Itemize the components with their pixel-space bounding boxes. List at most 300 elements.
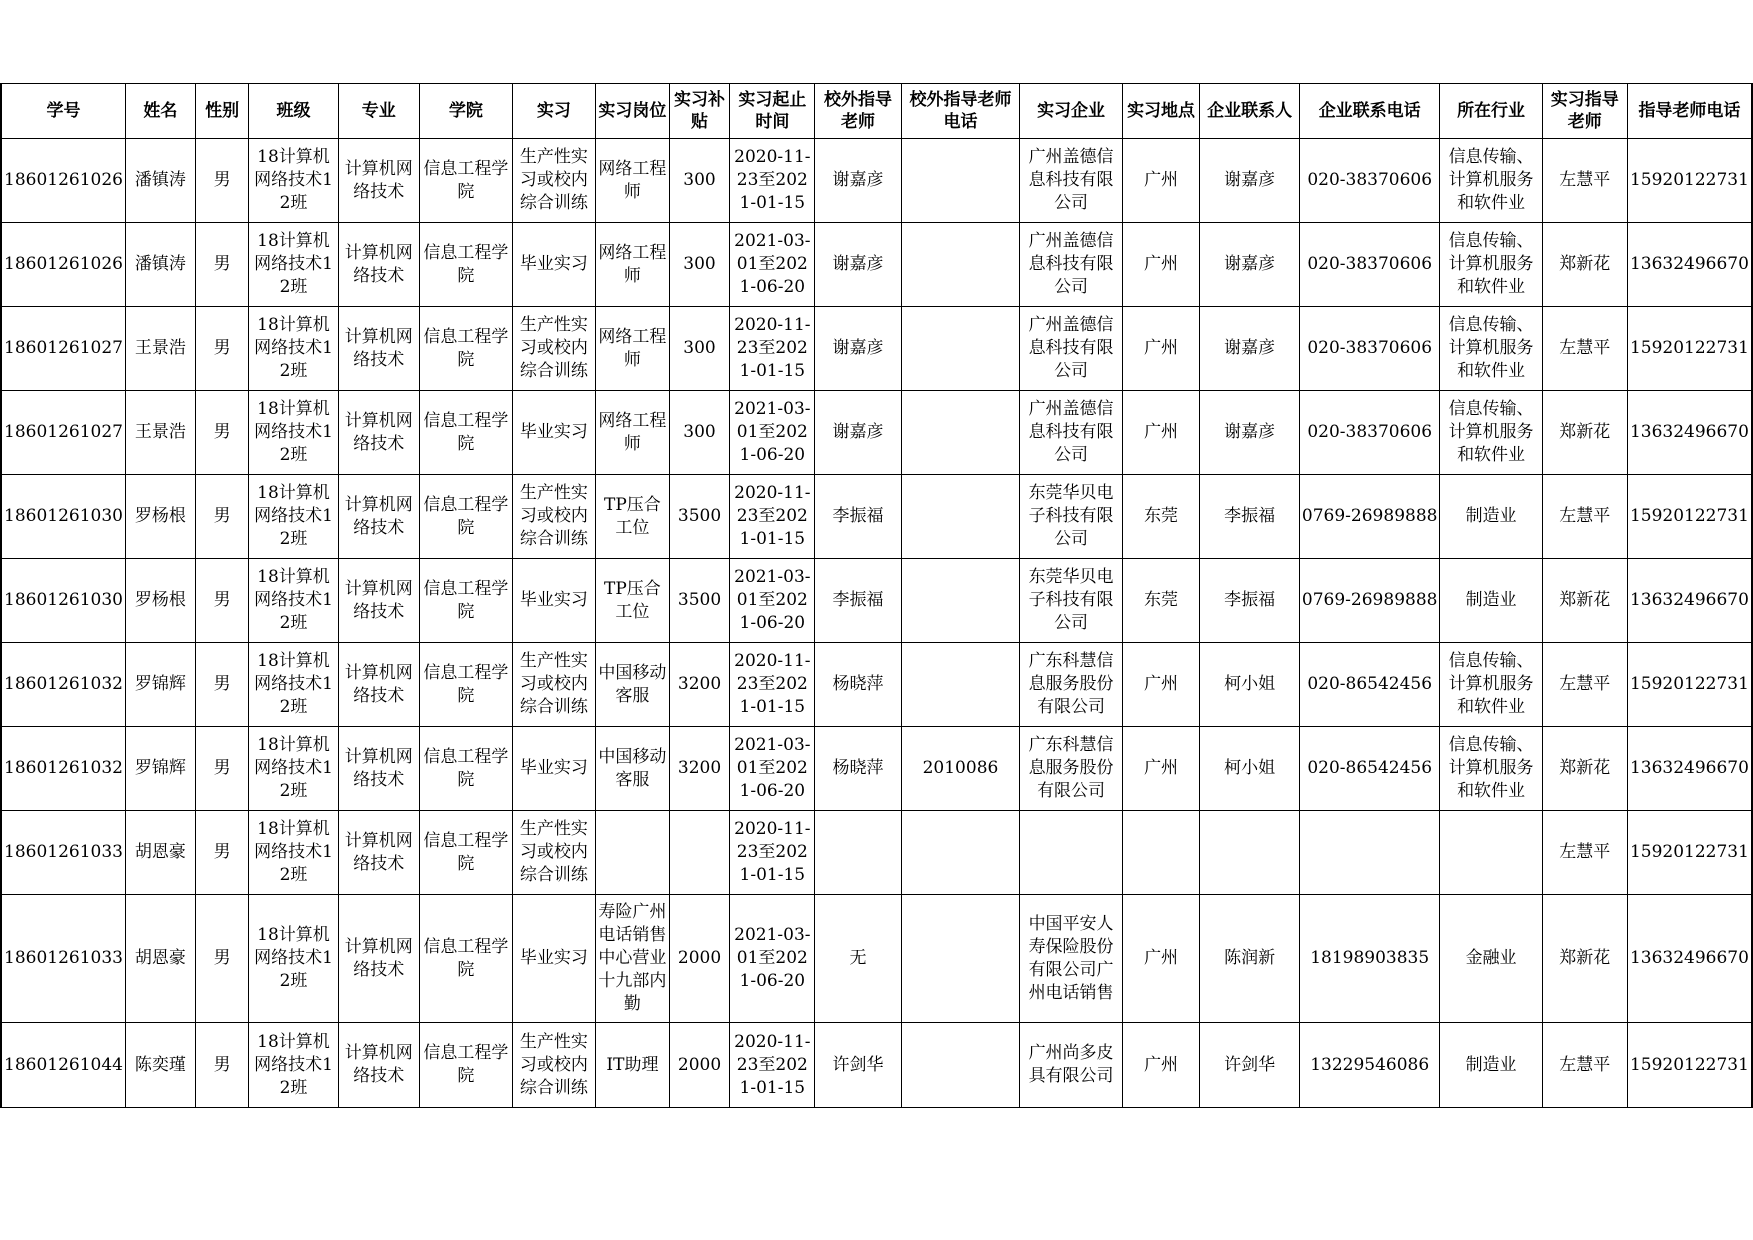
table-cell xyxy=(1299,643,1440,727)
table-cell xyxy=(195,139,249,223)
table-cell xyxy=(1,139,125,223)
table-cell xyxy=(1299,223,1440,307)
table-cell xyxy=(1020,391,1122,475)
table-cell xyxy=(125,139,195,223)
cell-text: 15920122731 xyxy=(1629,842,1749,862)
header-cell: 校外指导老师 xyxy=(815,84,901,139)
table-cell xyxy=(815,475,901,559)
table-cell xyxy=(1020,811,1122,895)
table-cell xyxy=(1200,643,1300,727)
cell-text: 信息传输、计算机服务和软件业 xyxy=(1448,231,1534,297)
table-row xyxy=(1,559,1752,643)
table-cell xyxy=(1122,391,1200,475)
table-cell xyxy=(596,391,670,475)
cell-text: 计算机网络技术 xyxy=(344,830,413,874)
table-cell xyxy=(1627,1023,1752,1108)
cell-text: 生产性实习或校内综合训练 xyxy=(519,147,588,213)
table-cell xyxy=(669,727,729,811)
cell-text: 制造业 xyxy=(1465,1054,1517,1075)
table-cell xyxy=(669,223,729,307)
cell-text: 无 xyxy=(849,948,867,968)
table-cell xyxy=(338,307,419,391)
table-cell xyxy=(596,559,670,643)
table-cell xyxy=(669,139,729,223)
cell-text: 18601261032 xyxy=(4,758,123,778)
table-cell xyxy=(1299,1023,1440,1108)
table-cell xyxy=(1627,727,1752,811)
cell-text: 18601261032 xyxy=(4,674,123,694)
table-cell xyxy=(1440,223,1542,307)
cell-text: 2021-03-01至2021-06-20 xyxy=(734,925,811,991)
cell-text: 15920122731 xyxy=(1629,170,1749,190)
cell-text: 18计算机网络技术12班 xyxy=(254,1031,333,1098)
cell-text: 信息工程学院 xyxy=(423,578,509,622)
table-cell xyxy=(512,307,595,391)
cell-text: 0769-26989888 xyxy=(1301,590,1438,610)
table-cell xyxy=(815,139,901,223)
header-cell: 企业联系电话 xyxy=(1299,84,1440,139)
table-cell xyxy=(1440,727,1542,811)
cell-text: 信息工程学院 xyxy=(423,494,509,538)
header-cell: 学号 xyxy=(1,84,125,139)
cell-text: 2021-03-01至2021-06-20 xyxy=(734,231,811,297)
table-cell xyxy=(1020,895,1122,1023)
cell-text: 计算机网络技术 xyxy=(344,410,413,454)
table-cell xyxy=(596,811,670,895)
table-cell xyxy=(1440,559,1542,643)
table-cell xyxy=(815,895,901,1023)
cell-text: 男 xyxy=(213,422,231,442)
cell-text: 15920122731 xyxy=(1629,1054,1749,1075)
table-cell xyxy=(730,895,815,1023)
table-cell xyxy=(419,643,512,727)
cell-text: 生产性实习或校内综合训练 xyxy=(519,819,588,885)
table-cell xyxy=(125,811,195,895)
table-cell xyxy=(1200,895,1300,1023)
cell-text: 广州 xyxy=(1144,170,1179,190)
table-cell xyxy=(195,307,249,391)
table-cell xyxy=(419,223,512,307)
table-cell xyxy=(1440,391,1542,475)
cell-text: 信息工程学院 xyxy=(423,242,509,286)
cell-text: 谢嘉彦 xyxy=(832,338,884,358)
table-cell xyxy=(730,475,815,559)
table-cell xyxy=(1020,139,1122,223)
cell-text: 毕业实习 xyxy=(519,758,588,778)
cell-text: 广州盖德信息科技有限公司 xyxy=(1028,399,1114,465)
cell-text: 18601261044 xyxy=(4,1054,123,1075)
cell-text: 男 xyxy=(213,590,231,610)
table-cell xyxy=(419,811,512,895)
cell-text: 陈奕瑾 xyxy=(134,1054,186,1075)
cell-text: 郑新花 xyxy=(1559,590,1611,610)
table-cell xyxy=(1542,139,1627,223)
cell-text: 胡恩豪 xyxy=(134,948,186,968)
cell-text: 0769-26989888 xyxy=(1301,506,1438,526)
table-cell xyxy=(512,895,595,1023)
cell-text: 18计算机网络技术12班 xyxy=(254,231,333,297)
cell-text: 潘镇涛 xyxy=(134,170,186,190)
table-cell xyxy=(1627,643,1752,727)
cell-text: 信息工程学院 xyxy=(423,746,509,790)
table-cell xyxy=(730,139,815,223)
table-cell xyxy=(1627,139,1752,223)
table-cell xyxy=(1542,895,1627,1023)
cell-text: 18计算机网络技术12班 xyxy=(254,147,333,213)
table-cell xyxy=(125,391,195,475)
cell-text: 左慧平 xyxy=(1559,338,1611,358)
table-cell xyxy=(1299,895,1440,1023)
table-cell xyxy=(512,811,595,895)
cell-text: 13632496670 xyxy=(1629,948,1749,968)
table-cell xyxy=(1,223,125,307)
table-row xyxy=(1,391,1752,475)
cell-text: 020-86542456 xyxy=(1307,758,1433,778)
table-cell xyxy=(1542,307,1627,391)
cell-text: 13632496670 xyxy=(1629,422,1749,442)
cell-text: 3200 xyxy=(677,758,722,778)
table-cell xyxy=(1,559,125,643)
header-cell: 实习指导老师 xyxy=(1542,84,1627,139)
cell-text: 制造业 xyxy=(1465,590,1517,610)
cell-text: 广州 xyxy=(1144,422,1179,442)
table-cell xyxy=(1,895,125,1023)
table-cell xyxy=(1299,475,1440,559)
cell-text: 许剑华 xyxy=(1224,1054,1276,1075)
cell-text: 信息工程学院 xyxy=(423,936,509,980)
cell-text: 男 xyxy=(213,842,231,862)
table-row xyxy=(1,1023,1752,1108)
cell-text: 300 xyxy=(683,170,716,190)
cell-text: 18计算机网络技术12班 xyxy=(254,735,333,801)
cell-text: 020-38370606 xyxy=(1307,338,1433,358)
table-cell xyxy=(596,475,670,559)
table-cell xyxy=(1122,139,1200,223)
cell-text: 男 xyxy=(213,338,231,358)
cell-text: 男 xyxy=(213,948,231,968)
table-cell xyxy=(1020,727,1122,811)
cell-text: 2021-03-01至2021-06-20 xyxy=(734,399,811,465)
internship-table xyxy=(0,83,1753,1108)
table-cell xyxy=(596,139,670,223)
table-cell xyxy=(815,307,901,391)
cell-text: 信息传输、计算机服务和软件业 xyxy=(1448,735,1534,801)
table-cell xyxy=(596,895,670,1023)
table-cell xyxy=(901,391,1020,475)
cell-text: 020-38370606 xyxy=(1307,254,1433,274)
table-cell xyxy=(1200,811,1300,895)
table-cell xyxy=(1200,139,1300,223)
table-row xyxy=(1,475,1752,559)
cell-text: 广州 xyxy=(1144,674,1179,694)
table-row xyxy=(1,895,1752,1023)
header-cell: 学院 xyxy=(419,84,512,139)
cell-text: 18601261030 xyxy=(4,506,123,526)
table-cell xyxy=(249,811,338,895)
table-cell xyxy=(512,1023,595,1108)
cell-text: 18601261027 xyxy=(4,422,123,442)
header-cell: 姓名 xyxy=(125,84,195,139)
table-cell xyxy=(1020,643,1122,727)
cell-text: 毕业实习 xyxy=(519,254,588,274)
cell-text: 胡恩豪 xyxy=(134,842,186,862)
cell-text: 左慧平 xyxy=(1559,1054,1611,1075)
table-cell xyxy=(1542,559,1627,643)
cell-text: 广东科慧信息服务股份有限公司 xyxy=(1028,735,1114,801)
table-cell xyxy=(596,727,670,811)
cell-text: 左慧平 xyxy=(1559,674,1611,694)
table-cell xyxy=(125,727,195,811)
cell-text: 020-38370606 xyxy=(1307,170,1433,190)
table-cell xyxy=(730,1023,815,1108)
cell-text: 男 xyxy=(213,254,231,274)
cell-text: 18计算机网络技术12班 xyxy=(254,483,333,549)
table-cell xyxy=(1542,223,1627,307)
cell-text: 2020-11-23至2021-01-15 xyxy=(734,651,811,717)
table-cell xyxy=(815,727,901,811)
table-cell xyxy=(1200,1023,1300,1108)
table-cell xyxy=(1122,895,1200,1023)
header-cell: 班级 xyxy=(249,84,338,139)
table-cell xyxy=(1200,475,1300,559)
cell-text: TP压合工位 xyxy=(604,494,661,538)
table-cell xyxy=(596,1023,670,1108)
table-cell xyxy=(1627,559,1752,643)
cell-text: 18601261030 xyxy=(4,590,123,610)
table-cell xyxy=(1200,727,1300,811)
table-cell xyxy=(1299,559,1440,643)
table-cell xyxy=(1,475,125,559)
table-cell xyxy=(1299,307,1440,391)
table-cell xyxy=(338,391,419,475)
table-cell xyxy=(901,475,1020,559)
cell-text: 广州 xyxy=(1144,1054,1179,1075)
table-cell xyxy=(1122,223,1200,307)
table-cell xyxy=(730,391,815,475)
header-cell: 实习起止时间 xyxy=(730,84,815,139)
header-cell: 校外指导老师电话 xyxy=(901,84,1020,139)
table-cell xyxy=(1440,1023,1542,1108)
table-cell xyxy=(901,1023,1020,1108)
cell-text: 18计算机网络技术12班 xyxy=(254,925,333,991)
table-cell xyxy=(125,223,195,307)
cell-text: 网络工程师 xyxy=(598,326,667,370)
cell-text: 信息传输、计算机服务和软件业 xyxy=(1448,399,1534,465)
table-row xyxy=(1,223,1752,307)
cell-text: 13632496670 xyxy=(1629,758,1749,778)
cell-text: 生产性实习或校内综合训练 xyxy=(519,315,588,381)
table-cell xyxy=(730,811,815,895)
cell-text: 制造业 xyxy=(1465,506,1517,526)
table-cell xyxy=(249,1023,338,1108)
cell-text: 东莞 xyxy=(1144,506,1179,526)
table-cell xyxy=(338,1023,419,1108)
table-cell xyxy=(512,223,595,307)
table-body xyxy=(1,139,1752,1108)
cell-text: 计算机网络技术 xyxy=(344,158,413,202)
table-cell xyxy=(195,727,249,811)
table-row xyxy=(1,139,1752,223)
table-cell xyxy=(901,307,1020,391)
cell-text: 2020-11-23至2021-01-15 xyxy=(734,1031,811,1098)
cell-text: 18计算机网络技术12班 xyxy=(254,399,333,465)
table-cell xyxy=(419,391,512,475)
table-cell xyxy=(249,643,338,727)
cell-text: 18计算机网络技术12班 xyxy=(254,315,333,381)
table-cell xyxy=(730,643,815,727)
cell-text: 3500 xyxy=(677,506,722,526)
cell-text: 毕业实习 xyxy=(519,948,588,968)
cell-text: 许剑华 xyxy=(832,1054,884,1075)
cell-text: 罗锦辉 xyxy=(134,674,186,694)
cell-text: 18601261027 xyxy=(4,338,123,358)
cell-text: 男 xyxy=(213,1054,231,1075)
cell-text: 信息工程学院 xyxy=(423,158,509,202)
table-cell xyxy=(419,559,512,643)
table-cell xyxy=(419,139,512,223)
table-cell xyxy=(1,307,125,391)
cell-text: 杨晓萍 xyxy=(832,674,884,694)
table-cell xyxy=(901,895,1020,1023)
header-cell: 专业 xyxy=(338,84,419,139)
table-cell xyxy=(512,727,595,811)
table-cell xyxy=(249,895,338,1023)
table-cell xyxy=(730,307,815,391)
cell-text: 13632496670 xyxy=(1629,590,1749,610)
cell-text: 王景浩 xyxy=(134,338,186,358)
cell-text: 3200 xyxy=(677,674,722,694)
cell-text: 郑新花 xyxy=(1559,758,1611,778)
header-cell: 实习岗位 xyxy=(596,84,670,139)
table-cell xyxy=(1440,643,1542,727)
table-cell xyxy=(338,895,419,1023)
table-cell xyxy=(1627,223,1752,307)
cell-text: 男 xyxy=(213,170,231,190)
cell-text: 金融业 xyxy=(1465,948,1517,968)
cell-text: 18601261033 xyxy=(4,948,123,968)
cell-text: 18计算机网络技术12班 xyxy=(254,819,333,885)
cell-text: 谢嘉彦 xyxy=(832,170,884,190)
table-cell xyxy=(1542,643,1627,727)
table-cell xyxy=(195,223,249,307)
cell-text: 300 xyxy=(683,422,716,442)
table-cell xyxy=(1542,1023,1627,1108)
table-cell xyxy=(1122,811,1200,895)
table-cell xyxy=(1299,811,1440,895)
table-cell xyxy=(669,307,729,391)
table-cell xyxy=(1542,727,1627,811)
cell-text: 15920122731 xyxy=(1629,674,1749,694)
cell-text: 18计算机网络技术12班 xyxy=(254,651,333,717)
table-cell xyxy=(195,1023,249,1108)
header-cell: 实习企业 xyxy=(1020,84,1122,139)
cell-text: 广州盖德信息科技有限公司 xyxy=(1028,231,1114,297)
cell-text: 网络工程师 xyxy=(598,410,667,454)
cell-text: 男 xyxy=(213,674,231,694)
cell-text: 18计算机网络技术12班 xyxy=(254,567,333,633)
table-cell xyxy=(249,223,338,307)
table-cell xyxy=(1627,475,1752,559)
cell-text: 男 xyxy=(213,758,231,778)
table-cell xyxy=(669,643,729,727)
cell-text: 谢嘉彦 xyxy=(1224,422,1276,442)
table-row xyxy=(1,727,1752,811)
table-cell xyxy=(249,559,338,643)
cell-text: 中国平安人寿保险股份有限公司广州电话销售 xyxy=(1028,913,1114,1003)
table-cell xyxy=(512,559,595,643)
cell-text: 信息工程学院 xyxy=(423,1043,509,1086)
table-cell xyxy=(730,559,815,643)
table-cell xyxy=(1542,475,1627,559)
cell-text: 毕业实习 xyxy=(519,422,588,442)
table-cell xyxy=(1200,223,1300,307)
cell-text: 中国移动客服 xyxy=(598,746,667,790)
table-cell xyxy=(125,307,195,391)
cell-text: IT助理 xyxy=(606,1054,659,1075)
cell-text: 生产性实习或校内综合训练 xyxy=(519,483,588,549)
table-cell xyxy=(1542,811,1627,895)
table-cell xyxy=(1122,559,1200,643)
cell-text: 计算机网络技术 xyxy=(344,578,413,622)
cell-text: 寿险广州电话销售中心营业十九部内勤 xyxy=(598,902,667,1014)
cell-text: 杨晓萍 xyxy=(832,758,884,778)
cell-text: 左慧平 xyxy=(1559,170,1611,190)
cell-text: 13229546086 xyxy=(1310,1054,1430,1075)
cell-text: 东莞华贝电子科技有限公司 xyxy=(1028,483,1114,549)
cell-text: 300 xyxy=(683,254,716,274)
table-cell xyxy=(338,727,419,811)
table-cell xyxy=(901,811,1020,895)
cell-text: 15920122731 xyxy=(1629,506,1749,526)
table-cell xyxy=(1,811,125,895)
cell-text: 18601261033 xyxy=(4,842,123,862)
table-cell xyxy=(249,727,338,811)
table-cell xyxy=(249,391,338,475)
table-cell xyxy=(1627,811,1752,895)
cell-text: TP压合工位 xyxy=(604,578,661,622)
cell-text: 王景浩 xyxy=(134,422,186,442)
cell-text: 计算机网络技术 xyxy=(344,662,413,706)
table-cell xyxy=(125,895,195,1023)
cell-text: 左慧平 xyxy=(1559,842,1611,862)
table-cell xyxy=(669,895,729,1023)
table-cell xyxy=(1200,559,1300,643)
table-cell xyxy=(195,895,249,1023)
cell-text: 广州 xyxy=(1144,254,1179,274)
header-cell: 实习 xyxy=(512,84,595,139)
table-cell xyxy=(596,643,670,727)
table-cell xyxy=(1020,559,1122,643)
cell-text: 计算机网络技术 xyxy=(344,494,413,538)
table-cell xyxy=(730,727,815,811)
cell-text: 计算机网络技术 xyxy=(344,1043,413,1086)
table-cell xyxy=(338,475,419,559)
table-cell xyxy=(815,559,901,643)
cell-text: 13632496670 xyxy=(1629,254,1749,274)
header-row xyxy=(1,84,1752,139)
table-cell xyxy=(901,727,1020,811)
table-cell xyxy=(815,643,901,727)
table-cell xyxy=(338,223,419,307)
cell-text: 郑新花 xyxy=(1559,948,1611,968)
cell-text: 柯小姐 xyxy=(1224,674,1276,694)
cell-text: 罗锦辉 xyxy=(134,758,186,778)
table-cell xyxy=(419,307,512,391)
table-cell xyxy=(1627,895,1752,1023)
table-cell xyxy=(669,559,729,643)
cell-text: 信息传输、计算机服务和软件业 xyxy=(1448,651,1534,717)
cell-text: 15920122731 xyxy=(1629,338,1749,358)
